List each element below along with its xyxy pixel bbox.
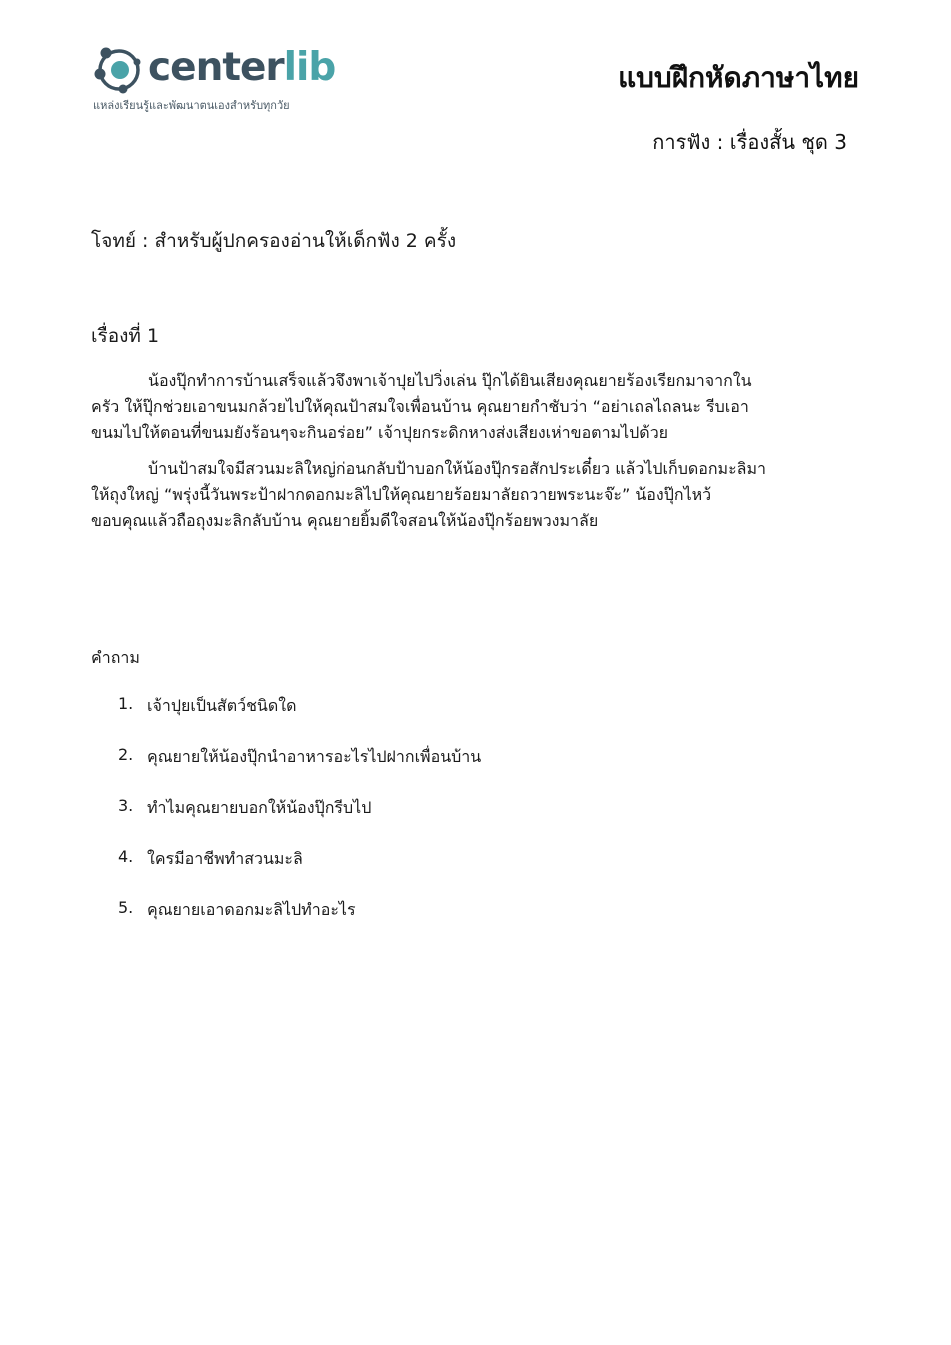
- question-text: ทำไมคุณยายบอกให้น้องปุ๊กรีบไป: [147, 798, 372, 817]
- story-line: ครัว ให้ปุ๊กช่วยเอาขนมกล้วยไปให้คุณป้าสมใจเพื่อนบ้าน คุณยายกำชับว่า “อย่าเถลไถลนะ รีบเอา: [91, 397, 749, 416]
- question-item: [118, 796, 481, 847]
- question-text: ใครมีอาชีพทำสวนมะลิ: [147, 849, 303, 868]
- story-line: ขนมไปให้ตอนที่ขนมยังร้อนๆจะกินอร่อย” เจ้าปุยกระดิกหางส่งเสียงเห่าขอตามไปด้วย: [91, 423, 669, 442]
- question-item: [118, 847, 481, 898]
- document-title: แบบฝึกหัดภาษาไทย: [618, 61, 859, 94]
- story-heading: เรื่องที่ 1: [91, 325, 160, 347]
- question-item: [118, 694, 481, 745]
- question-number: 2.: [118, 745, 134, 764]
- brand-name-part2: lib: [283, 45, 336, 90]
- story-body: [91, 368, 861, 544]
- logo-row: [92, 40, 352, 96]
- question-number: 3.: [118, 796, 134, 815]
- brand-name-part1: center: [148, 45, 284, 90]
- story-line: บ้านป้าสมใจมีสวนมะลิใหญ่ก่อนกลับป้าบอกให้น้องปุ๊กรอสักประเดี๋ยว แล้วไปเก็บดอกมะลิมา: [148, 459, 767, 478]
- questions-heading: คำถาม: [91, 648, 140, 667]
- question-item: [118, 898, 481, 949]
- story-paragraph: [91, 456, 861, 534]
- story-paragraph: [91, 368, 861, 446]
- story-line: ขอบคุณแล้วถือถุงมะลิกลับบ้าน คุณยายยิ้มดีใจสอนให้น้องปุ๊กร้อยพวงมาลัย: [91, 511, 599, 530]
- question-text: คุณยายให้น้องปุ๊กนำอาหารอะไรไปฝากเพื่อนบ้าน: [147, 747, 482, 766]
- question-list: [118, 694, 481, 949]
- brand-wordmark: [148, 40, 335, 96]
- document-subtitle: การฟัง : เรื่องสั้น ชุด 3: [652, 130, 847, 154]
- molecule-logo-icon: [92, 41, 146, 95]
- centerlib-logo: [92, 40, 352, 120]
- story-line: น้องปุ๊กทำการบ้านเสร็จแล้วจึงพาเจ้าปุยไปวิ่งเล่น ปุ๊กได้ยินเสียงคุณยายร้องเรียกมาจากใน: [148, 371, 752, 390]
- question-number: 1.: [118, 694, 134, 713]
- brand-tagline: แหล่งเรียนรู้และพัฒนาตนเองสำหรับทุกวัย: [93, 99, 290, 112]
- question-text: คุณยายเอาดอกมะลิไปทำอะไร: [147, 900, 356, 919]
- question-number: 5.: [118, 898, 134, 917]
- question-item: [118, 745, 481, 796]
- instruction-text: โจทย์ : สำหรับผู้ปกครองอ่านให้เด็กฟัง 2 ครั้ง: [91, 230, 457, 252]
- question-number: 4.: [118, 847, 134, 866]
- question-text: เจ้าปุยเป็นสัตว์ชนิดใด: [147, 696, 297, 715]
- story-line: ให้ถุงใหญ่ “พรุ่งนี้วันพระป้าฝากดอกมะลิไปให้คุณยายร้อยมาลัยถวายพระนะจ๊ะ” น้องปุ๊กไหว้: [91, 485, 712, 504]
